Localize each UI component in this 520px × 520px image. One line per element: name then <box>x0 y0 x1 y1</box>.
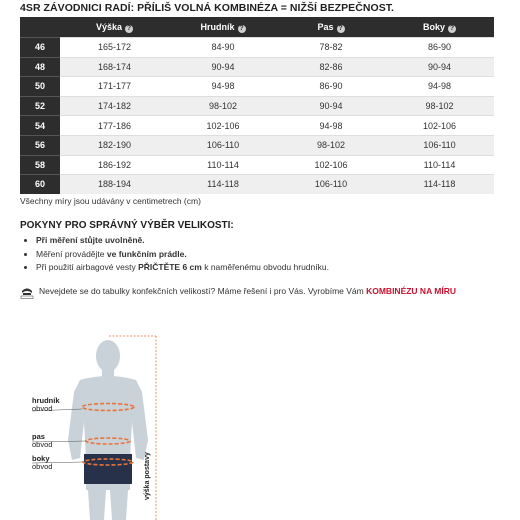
cell-size: 60 <box>20 175 60 194</box>
cell-pas: 78-82 <box>277 38 385 58</box>
cell-boky: 90-94 <box>385 57 494 77</box>
table-row <box>20 175 494 194</box>
cell-vyska: 188-194 <box>60 175 169 194</box>
instructions-list <box>22 235 329 276</box>
table-row <box>20 116 494 136</box>
tip-bold: PŘIČTĚTE 6 cm <box>138 262 202 272</box>
waist-label-name: pas <box>32 432 45 441</box>
cell-hrudnik: 94-98 <box>169 77 277 97</box>
cell-boky: 86-90 <box>385 38 494 58</box>
cell-boky: 94-98 <box>385 77 494 97</box>
table-row <box>20 57 494 77</box>
list-item <box>36 249 329 259</box>
cell-vyska: 171-177 <box>60 77 169 97</box>
cell-boky: 114-118 <box>385 175 494 194</box>
chest-label-name: hrudník <box>32 396 60 405</box>
cell-pas: 106-110 <box>277 175 385 194</box>
cell-size: 56 <box>20 135 60 155</box>
cell-vyska: 182-190 <box>60 135 169 155</box>
cell-pas: 102-106 <box>277 155 385 175</box>
tip-suffix: k naměřenému obvodu hrudníku. <box>201 262 329 272</box>
table-header-row <box>20 17 494 38</box>
tip-prefix: Měření provádějte <box>36 248 107 259</box>
hip-label-sub: obvod <box>32 462 53 471</box>
cell-hrudnik: 114-118 <box>169 175 277 194</box>
chest-label <box>32 397 60 413</box>
cell-vyska: 168-174 <box>60 57 169 77</box>
header-vyska-label: Výška <box>95 21 123 32</box>
help-icon[interactable]: ? <box>338 24 343 32</box>
header-pas <box>277 17 385 38</box>
cell-hrudnik: 84-90 <box>169 38 277 58</box>
help-icon[interactable]: ? <box>239 24 244 32</box>
instructions-heading: POKYNY PRO SPRÁVNÝ VÝBĚR VELIKOSTI: <box>20 220 234 231</box>
cell-hrudnik: 106-110 <box>169 135 277 155</box>
header-hrudnik <box>169 17 277 38</box>
cell-size: 52 <box>20 96 60 116</box>
header-boky <box>385 17 494 38</box>
header-boky-label: Boky <box>422 21 445 32</box>
cell-boky: 110-114 <box>385 155 494 175</box>
cell-size: 46 <box>20 38 60 58</box>
cell-size: 50 <box>20 77 60 97</box>
chest-label-sub: obvod <box>32 404 53 413</box>
table-row <box>20 38 494 58</box>
tip-bold: ve funkčním prádle. <box>106 248 187 259</box>
hip-label <box>32 455 52 471</box>
custom-suit-text: Nevejdete se do tabulky konfekčních velikostí? Máme řešení i pro Vás. Vyrobíme Vám <box>39 286 367 296</box>
units-note: Všechny míry jsou udávány v centimetrech (cm) <box>20 196 201 206</box>
cell-boky: 102-106 <box>385 116 494 136</box>
custom-suit-note <box>39 286 456 296</box>
list-item <box>36 235 329 245</box>
tip-prefix: Při použití airbagové vesty <box>36 262 139 272</box>
waist-label-sub: obvod <box>32 440 53 449</box>
waist-label <box>32 433 52 449</box>
body-measurement-figure <box>20 330 190 520</box>
cell-hrudnik: 102-106 <box>169 116 277 136</box>
header-pas-label: Pas <box>317 21 334 32</box>
hip-label-name: boky <box>32 454 50 463</box>
header-size <box>20 17 60 38</box>
cell-hrudnik: 110-114 <box>169 155 277 175</box>
cell-size: 48 <box>20 57 60 77</box>
cell-pas: 82-86 <box>277 57 385 77</box>
cell-vyska: 165-172 <box>60 38 169 58</box>
custom-suit-link[interactable]: KOMBINÉZU NA MÍRU <box>366 286 456 296</box>
cell-vyska: 177-186 <box>60 116 169 136</box>
list-item <box>36 262 329 272</box>
cell-hrudnik: 90-94 <box>169 57 277 77</box>
help-icon[interactable]: ? <box>126 24 132 32</box>
ump-logo-icon <box>20 285 34 299</box>
cell-vyska: 186-192 <box>60 155 169 175</box>
cell-pas: 90-94 <box>277 96 385 116</box>
shorts-shape <box>84 454 132 484</box>
table-row <box>20 135 494 155</box>
help-icon[interactable]: ? <box>449 24 455 32</box>
cell-vyska: 174-182 <box>60 96 169 116</box>
size-table <box>20 17 494 194</box>
cell-hrudnik: 98-102 <box>169 96 277 116</box>
cell-boky: 106-110 <box>385 135 494 155</box>
table-row <box>20 77 494 97</box>
page-title: 4SR ZÁVODNICI RADÍ: PŘÍLIŠ VOLNÁ KOMBINÉZA = NIŽŠÍ BEZPEČNOST. <box>20 2 395 14</box>
height-label: výška postavy <box>144 452 151 500</box>
cell-size: 58 <box>20 155 60 175</box>
tip-bold: Při měření stůjte uvolněně. <box>36 235 145 245</box>
table-row <box>20 96 494 116</box>
cell-size: 54 <box>20 116 60 136</box>
header-vyska <box>60 17 169 38</box>
cell-boky: 98-102 <box>385 96 494 116</box>
cell-pas: 86-90 <box>277 77 385 97</box>
cell-pas: 94-98 <box>277 116 385 136</box>
table-row <box>20 155 494 175</box>
header-hrudnik-label: Hrudník <box>200 21 235 32</box>
cell-pas: 98-102 <box>277 135 385 155</box>
